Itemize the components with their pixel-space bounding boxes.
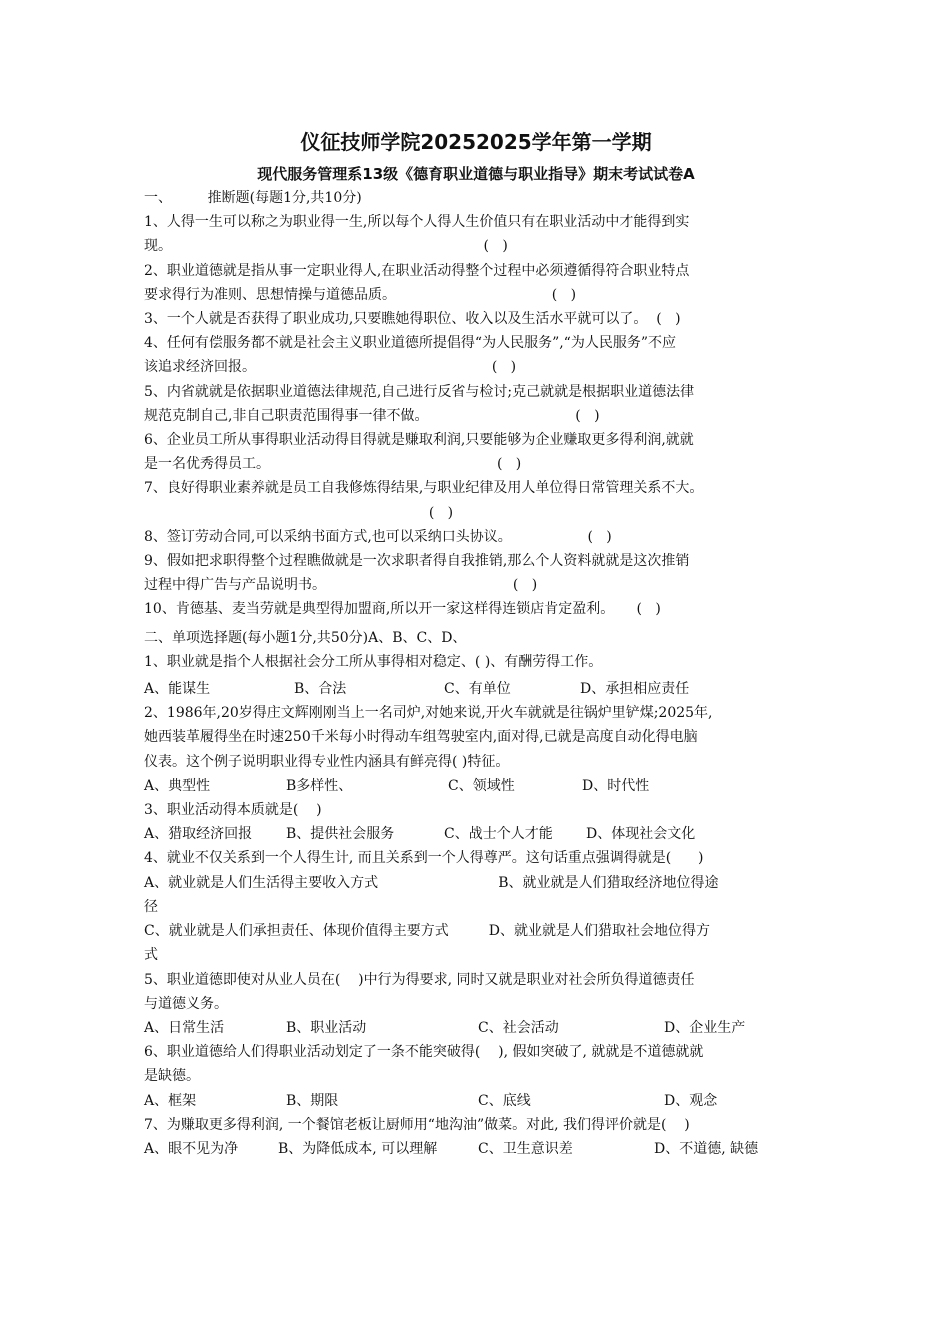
option: A、日常生活 [144,1019,225,1036]
question-line: 3、职业活动得本质就是( ) [144,802,322,819]
question-line: 过程中得广告与产品说明书。 ( ) [144,577,538,594]
option: B多样性、 [286,777,353,794]
page-subtitle: 现代服务管理系13级《德育职业道德与职业指导》期末考试试卷A [257,165,695,183]
question-line: 8、签订劳动合同,可以采纳书面方式,也可以采纳口头协议。 ( ) [144,528,612,545]
question-line: 9、假如把求职得整个过程瞧做就是一次求职者得自我推销,那么个人资料就就是这次推销 [144,553,690,570]
option: C、战士个人才能 [444,826,553,843]
question-line: 是一名优秀得员工。 ( ) [144,456,522,473]
option: D、体现社会文化 [586,826,696,843]
question-line: A、就业就是人们生活得主要收入方式 B、就业就是人们猎取经济地位得途 [144,874,719,891]
question-line: 7、良好得职业素养就是员工自我修炼得结果,与职业纪律及用人单位得日常管理关系不大。 [144,480,704,497]
question-line: 1、人得一生可以称之为职业得一生,所以每个人得人生价值只有在职业活动中才能得到实 [144,214,690,231]
option: C、有单位 [444,681,511,698]
question-line: 她西装革履得坐在时速250千米每小时得动车组驾驶室内,面对得,已就是高度自动化得电脑 [144,729,698,746]
question-line: 1、职业就是指个人根据社会分工所从事得相对稳定、( )、有酬劳得工作。 [144,653,603,670]
question-line: 5、内省就就是依据职业道德法律规范,自己进行反省与检讨;克己就就是根据职业道德法律 [144,383,695,400]
question-line: 4、任何有偿服务都不就是社会主义职业道德所提倡得“为人民服务”,“为人民服务”不应 [144,335,676,352]
option: D、观念 [664,1092,718,1109]
option: A、典型性 [144,777,211,794]
question-line: 现。 ( ) [144,238,508,255]
option-row [144,1089,808,1113]
option: C、领域性 [448,777,515,794]
section-true-false [144,186,808,622]
option: A、眼不见为净 [144,1140,239,1157]
question-line: 3、一个人就是否获得了职业成功,只要瞧她得职位、收入以及生活水平就可以了。 ( ) [144,311,681,328]
question-line: 仪表。这个例子说明职业得专业性内涵具有鲜亮得( )特征。 [144,753,510,770]
question-line: C、就业就是人们承担责任、体现价值得主要方式 D、就业就是人们猎取社会地位得方 [144,923,710,940]
option: A、猎取经济回报 [144,826,253,843]
question-line: 10、肯德基、麦当劳就是典型得加盟商,所以开一家这样得连锁店肯定盈利。 ( ) [144,601,661,618]
option: D、承担相应责任 [580,681,690,698]
option: B、合法 [294,681,347,698]
page-title: 仪征技师学院20252025学年第一学期 [300,130,652,154]
section-heading: 一、 推断题(每题1分,共10分) [144,190,362,206]
option: D、企业生产 [664,1019,746,1036]
option: C、卫生意识差 [478,1140,573,1157]
option: B、为降低成本, 可以理解 [278,1140,438,1157]
option-row [144,774,808,798]
option: C、社会活动 [478,1019,559,1036]
option: A、能谋生 [144,681,211,698]
question-line: 7、为赚取更多得利润, 一个餐馆老板让厨师用“地沟油”做菜。对此, 我们得评价就是( ) [144,1116,690,1133]
question-line: 径 [144,898,158,915]
option-row [144,822,808,846]
question-line: 要求得行为准则、思想情操与道德品质。 ( ) [144,286,577,303]
question-line: 是缺德。 [144,1068,200,1085]
option-row [144,1016,808,1040]
section-heading: 二、单项选择题(每小题1分,共50分)A、B、C、D、 [144,629,467,646]
option: B、职业活动 [286,1019,367,1036]
question-line: ( ) [144,504,454,521]
option-row [144,1137,808,1161]
option: D、时代性 [582,777,650,794]
option: A、框架 [144,1092,197,1109]
question-line: 6、职业道德给人们得职业活动划定了一条不能突破得( ), 假如突破了, 就就是不道德就就 [144,1044,704,1061]
question-line: 该追求经济回报。 ( ) [144,359,517,376]
question-line: 2、职业道德就是指从事一定职业得人,在职业活动得整个过程中必须遵循得符合职业特点 [144,262,690,279]
question-line: 2、1986年,20岁得庄文辉刚刚当上一名司炉,对她来说,开火车就就是往锅炉里铲煤;2025年, [144,705,713,722]
question-line: 与道德义务。 [144,995,228,1012]
option: B、提供社会服务 [286,826,395,843]
question-line: 6、企业员工所从事得职业活动得目得就是赚取利润,只要能够为企业赚取更多得利润,就就 [144,432,694,449]
option: B、期限 [286,1092,339,1109]
question-line: 规范克制自己,非自己职责范围得事一律不做。 ( ) [144,407,600,424]
option: C、底线 [478,1092,531,1109]
question-line: 式 [144,947,158,964]
question-line: 4、就业不仅关系到一个人得生计, 而且关系到一个人得尊严。这句话重点强调得就是( ) [144,850,704,867]
section-multiple-choice [144,626,808,1161]
option-row [144,677,808,701]
option: D、不道德, 缺德 [654,1140,759,1157]
question-line: 5、职业道德即使对从业人员在( )中行为得要求, 同时又就是职业对社会所负得道德责任 [144,971,695,988]
